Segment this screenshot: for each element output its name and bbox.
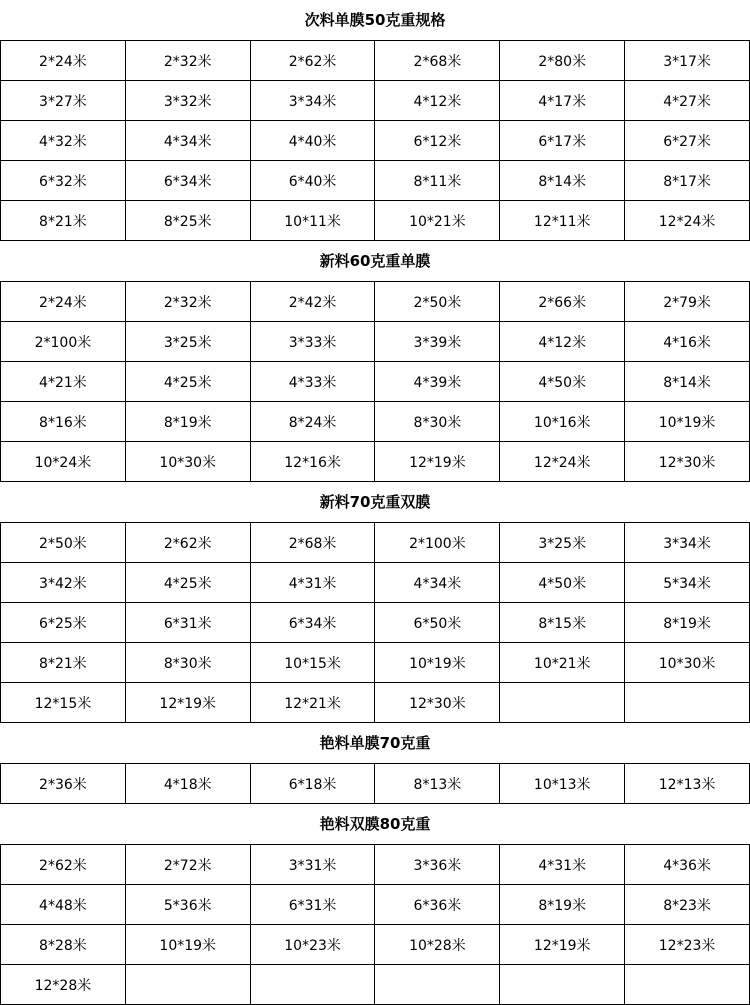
table-cell: 6*18米 xyxy=(250,764,375,804)
table-cell: 3*27米 xyxy=(1,81,126,121)
table-cell: 3*34米 xyxy=(625,523,750,563)
table-cell: 4*36米 xyxy=(625,845,750,885)
spec-table xyxy=(0,763,750,804)
table-cell: 10*28米 xyxy=(375,925,500,965)
table-cell: 2*50米 xyxy=(1,523,126,563)
spec-table xyxy=(0,40,750,241)
table-cell: 3*17米 xyxy=(625,41,750,81)
table-cell xyxy=(625,683,750,723)
table-cell: 2*50米 xyxy=(375,282,500,322)
table-cell: 5*34米 xyxy=(625,563,750,603)
table-cell: 5*36米 xyxy=(125,885,250,925)
table-cell: 12*16米 xyxy=(250,442,375,482)
spec-table xyxy=(0,844,750,1005)
table-row xyxy=(1,81,750,121)
table-cell: 6*36米 xyxy=(375,885,500,925)
table-cell: 4*21米 xyxy=(1,362,126,402)
table-cell: 4*18米 xyxy=(125,764,250,804)
table-cell: 2*66米 xyxy=(500,282,625,322)
table-cell: 2*79米 xyxy=(625,282,750,322)
table-cell: 12*13米 xyxy=(625,764,750,804)
table-row xyxy=(1,161,750,201)
table-row xyxy=(1,925,750,965)
table-cell: 10*19米 xyxy=(375,643,500,683)
table-cell: 3*42米 xyxy=(1,563,126,603)
table-cell: 6*34米 xyxy=(250,603,375,643)
table-cell: 8*14米 xyxy=(500,161,625,201)
table-cell: 6*31米 xyxy=(250,885,375,925)
table-row xyxy=(1,643,750,683)
table-cell: 6*27米 xyxy=(625,121,750,161)
spec-table xyxy=(0,281,750,482)
table-cell: 4*40米 xyxy=(250,121,375,161)
table-row xyxy=(1,282,750,322)
table-cell xyxy=(500,683,625,723)
table-row xyxy=(1,362,750,402)
table-cell: 12*24米 xyxy=(500,442,625,482)
table-cell: 12*19米 xyxy=(125,683,250,723)
table-cell: 8*14米 xyxy=(625,362,750,402)
table-cell: 8*15米 xyxy=(500,603,625,643)
table-cell: 12*15米 xyxy=(1,683,126,723)
table-cell: 2*32米 xyxy=(125,41,250,81)
table-cell: 2*36米 xyxy=(1,764,126,804)
table-cell: 12*28米 xyxy=(1,965,126,1005)
table-cell: 10*15米 xyxy=(250,643,375,683)
table-cell: 6*50米 xyxy=(375,603,500,643)
table-cell: 12*30米 xyxy=(625,442,750,482)
table-cell: 2*72米 xyxy=(125,845,250,885)
table-cell: 4*25米 xyxy=(125,563,250,603)
table-cell: 4*12米 xyxy=(500,322,625,362)
table-cell: 12*11米 xyxy=(500,201,625,241)
table-cell: 3*36米 xyxy=(375,845,500,885)
table-cell: 2*42米 xyxy=(250,282,375,322)
table-cell: 3*34米 xyxy=(250,81,375,121)
table-cell: 2*24米 xyxy=(1,282,126,322)
table-cell: 4*31米 xyxy=(500,845,625,885)
table-cell: 3*32米 xyxy=(125,81,250,121)
table-row xyxy=(1,322,750,362)
table-cell: 6*32米 xyxy=(1,161,126,201)
table-cell: 2*24米 xyxy=(1,41,126,81)
table-row xyxy=(1,965,750,1005)
table-row xyxy=(1,41,750,81)
table-cell: 3*39米 xyxy=(375,322,500,362)
table-cell: 8*30米 xyxy=(375,402,500,442)
table-cell: 2*62米 xyxy=(1,845,126,885)
table-cell: 10*19米 xyxy=(125,925,250,965)
table-cell: 10*30米 xyxy=(625,643,750,683)
table-cell xyxy=(125,965,250,1005)
table-row xyxy=(1,523,750,563)
table-cell: 6*25米 xyxy=(1,603,126,643)
table-cell: 2*80米 xyxy=(500,41,625,81)
table-cell: 3*25米 xyxy=(500,523,625,563)
table-cell: 12*24米 xyxy=(625,201,750,241)
table-cell: 4*39米 xyxy=(375,362,500,402)
table-cell: 6*31米 xyxy=(125,603,250,643)
table-row xyxy=(1,764,750,804)
table-row xyxy=(1,121,750,161)
table-cell: 10*13米 xyxy=(500,764,625,804)
table-cell: 8*19米 xyxy=(625,603,750,643)
table-cell: 4*17米 xyxy=(500,81,625,121)
table-cell: 4*34米 xyxy=(375,563,500,603)
table-cell: 8*23米 xyxy=(625,885,750,925)
table-cell: 4*50米 xyxy=(500,563,625,603)
table-row xyxy=(1,845,750,885)
table-cell: 10*24米 xyxy=(1,442,126,482)
section-title: 新料60克重单膜 xyxy=(319,252,431,270)
table-row xyxy=(1,563,750,603)
table-row xyxy=(1,885,750,925)
table-cell: 6*17米 xyxy=(500,121,625,161)
table-cell: 10*16米 xyxy=(500,402,625,442)
table-cell: 12*19米 xyxy=(500,925,625,965)
table-row xyxy=(1,201,750,241)
table-cell: 2*68米 xyxy=(250,523,375,563)
table-cell: 12*30米 xyxy=(375,683,500,723)
table-cell: 8*17米 xyxy=(625,161,750,201)
table-cell: 2*68米 xyxy=(375,41,500,81)
table-cell: 8*16米 xyxy=(1,402,126,442)
table-cell: 3*31米 xyxy=(250,845,375,885)
table-cell: 8*24米 xyxy=(250,402,375,442)
table-cell: 6*12米 xyxy=(375,121,500,161)
section-title: 新料70克重双膜 xyxy=(319,493,431,511)
table-cell: 12*21米 xyxy=(250,683,375,723)
table-cell: 4*32米 xyxy=(1,121,126,161)
section-title: 艳料双膜80克重 xyxy=(319,815,431,833)
table-cell: 6*34米 xyxy=(125,161,250,201)
table-cell: 4*16米 xyxy=(625,322,750,362)
table-cell: 3*25米 xyxy=(125,322,250,362)
table-cell xyxy=(375,965,500,1005)
table-cell: 4*50米 xyxy=(500,362,625,402)
table-cell: 10*21米 xyxy=(375,201,500,241)
table-cell xyxy=(250,965,375,1005)
table-cell: 10*23米 xyxy=(250,925,375,965)
table-cell: 4*12米 xyxy=(375,81,500,121)
table-row xyxy=(1,402,750,442)
table-cell: 8*13米 xyxy=(375,764,500,804)
table-cell: 2*62米 xyxy=(250,41,375,81)
table-cell: 4*33米 xyxy=(250,362,375,402)
table-cell: 4*48米 xyxy=(1,885,126,925)
table-cell: 10*19米 xyxy=(625,402,750,442)
table-cell: 2*100米 xyxy=(375,523,500,563)
table-cell: 2*32米 xyxy=(125,282,250,322)
table-cell: 8*30米 xyxy=(125,643,250,683)
table-cell: 3*33米 xyxy=(250,322,375,362)
table-cell: 4*25米 xyxy=(125,362,250,402)
table-cell: 4*27米 xyxy=(625,81,750,121)
table-cell: 2*100米 xyxy=(1,322,126,362)
table-cell: 8*11米 xyxy=(375,161,500,201)
table-cell: 10*30米 xyxy=(125,442,250,482)
table-cell: 10*21米 xyxy=(500,643,625,683)
table-cell: 4*34米 xyxy=(125,121,250,161)
table-row xyxy=(1,683,750,723)
table-cell: 8*21米 xyxy=(1,643,126,683)
table-row xyxy=(1,442,750,482)
table-cell: 8*21米 xyxy=(1,201,126,241)
table-cell xyxy=(625,965,750,1005)
table-cell: 6*40米 xyxy=(250,161,375,201)
table-cell: 4*31米 xyxy=(250,563,375,603)
table-cell: 8*19米 xyxy=(500,885,625,925)
table-row xyxy=(1,603,750,643)
table-cell: 12*23米 xyxy=(625,925,750,965)
table-cell: 8*28米 xyxy=(1,925,126,965)
section-title: 次料单膜50克重规格 xyxy=(304,11,446,29)
table-cell: 2*62米 xyxy=(125,523,250,563)
table-cell: 12*19米 xyxy=(375,442,500,482)
table-cell: 8*19米 xyxy=(125,402,250,442)
table-cell: 8*25米 xyxy=(125,201,250,241)
spec-table xyxy=(0,522,750,723)
table-cell: 10*11米 xyxy=(250,201,375,241)
section-title: 艳料单膜70克重 xyxy=(319,734,431,752)
table-cell xyxy=(500,965,625,1005)
